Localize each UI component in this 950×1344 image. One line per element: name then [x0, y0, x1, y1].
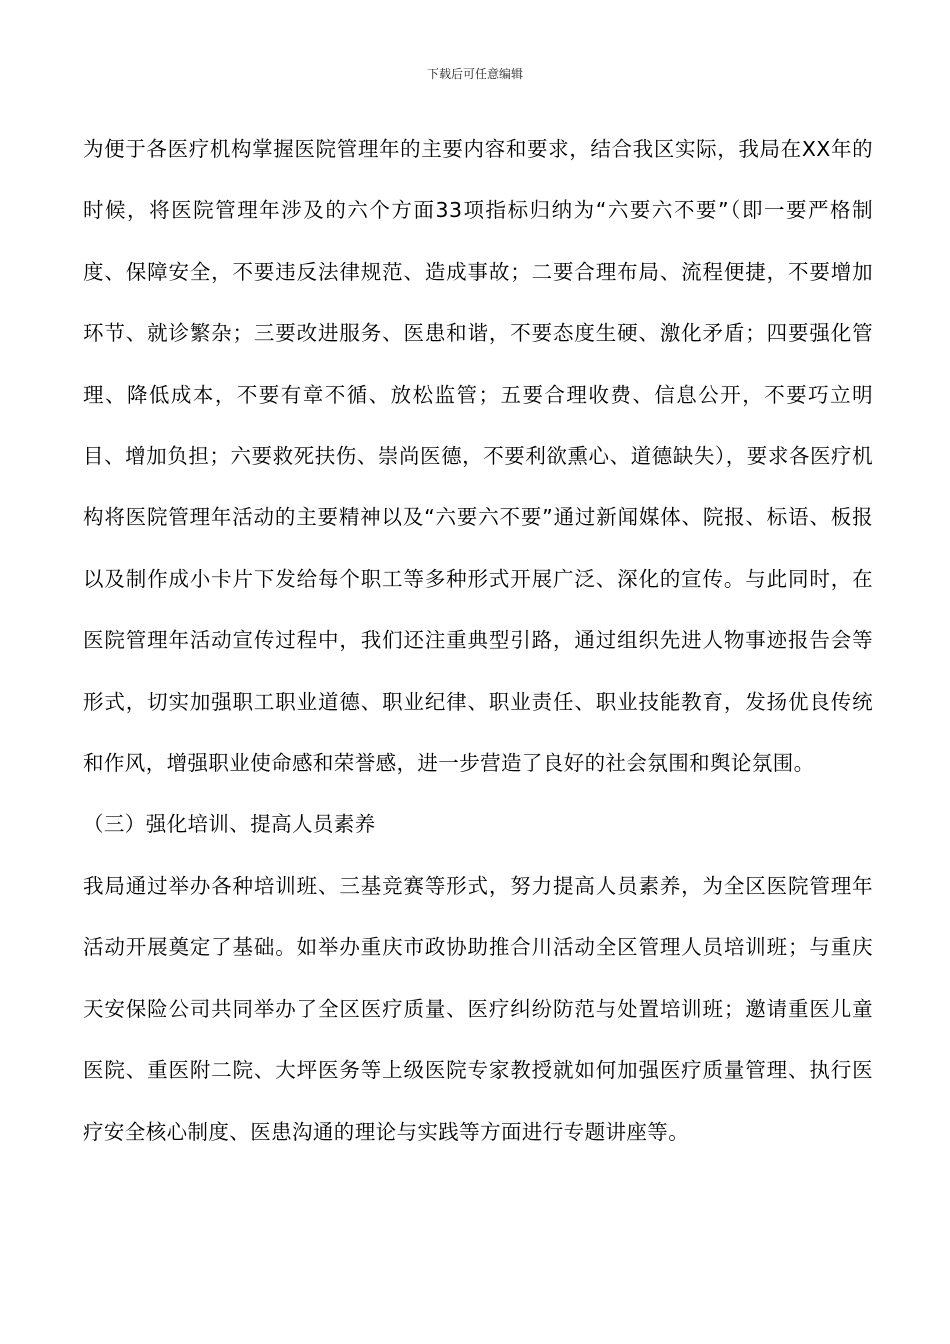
document-body [83, 119, 873, 1163]
section-heading-training: （三）强化培训、提高人员素养 [83, 812, 376, 837]
paragraph-publicity: 为便于各医疗机构掌握医院管理年的主要内容和要求，结合我区实际，我局在XX年的时候，将医院管理年涉及的六个方面33项指标归纳为“六要六不要”（即一要严格制度、保障安全，不要违反法律规范、造成事故；二要合理布局、流程便捷，不要增加环节、就诊繁杂；三要改进服务、医患和谐，不要态度生硬、激化矛盾；四要强化管理、降低成本，不要有章不循、放松监管；五要合理收费、信息公开，不要巧立明目、增加负担；六要救死扶伤、崇尚医德，不要利欲熏心、道德缺失），要求各医疗机构将医院管理年活动的主要精神以及“六要六不要”通过新闻媒体、院报、标语、板报以及制作成小卡片下发给每个职工等多种形式开展广泛、深化的宣传。与此同时，在医院管理年活动宣传过程中，我们还注重典型引路，通过组织先进人物事迹报告会等形式，切实加强职工职业道德、职业纪律、职业责任、职业技能教育，发扬优良传统和作风，增强职业使命感和荣誉感，进一步营造了良好的社会氛围和舆论氛围。 [83, 137, 873, 776]
paragraph-training: 我局通过举办各种培训班、三基竞赛等形式，努力提高人员素养，为全区医院管理年活动开展奠定了基础。如举办重庆市政协助推合川活动全区管理人员培训班；与重庆天安保险公司共同举办了全区医疗质量、医疗纠纷防范与处置培训班；邀请重医儿童医院、重医附二院、大坪医务等上级医院专家教授就如何加强医疗质量管理、执行医疗安全核心制度、医患沟通的理论与实践等方面进行专题讲座等。 [83, 873, 873, 1144]
page-header-note: 下载后可任意编辑 [426, 67, 523, 81]
